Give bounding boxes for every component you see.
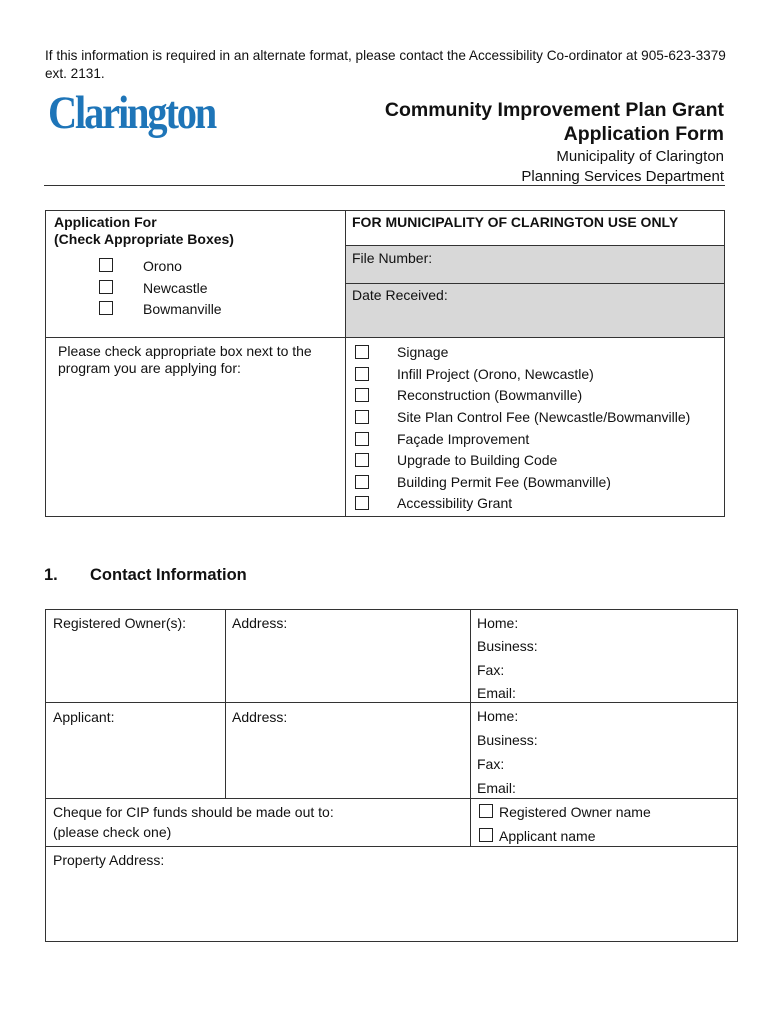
clarington-logo: Clarington — [48, 87, 216, 139]
cheque-payee-cell — [45, 798, 471, 847]
owner-fax-label: Fax: — [477, 662, 505, 678]
applicant-name-label: Applicant name — [499, 828, 596, 844]
application-for-heading-line2: (Check Appropriate Boxes) — [54, 231, 234, 247]
registered-owner-name-checkbox[interactable] — [479, 804, 493, 818]
program-option-accessibility: Accessibility Grant — [397, 495, 513, 511]
application-for-heading-line1: Application For — [54, 214, 157, 230]
program-options-cell — [345, 337, 725, 517]
building-permit-fee-checkbox[interactable] — [355, 475, 369, 489]
applicant-name-checkbox[interactable] — [479, 828, 493, 842]
owner-phone-cell[interactable] — [470, 609, 738, 703]
application-for-cell — [45, 210, 346, 338]
date-received-label: Date Received: — [352, 287, 448, 303]
file-number-field — [345, 245, 725, 284]
applicant-address-label: Address: — [232, 709, 288, 725]
applicant-home-label: Home: — [477, 708, 519, 724]
office-use-heading: FOR MUNICIPALITY OF CLARINGTON USE ONLY — [352, 214, 679, 230]
site-plan-fee-checkbox[interactable] — [355, 410, 369, 424]
applicant-address-field[interactable] — [225, 702, 471, 799]
accessibility-notice: If this information is required in an alternate format, please contact the Accessibility Co-ordinator at 905-623-3379 ext. 2131. — [45, 48, 726, 81]
applicant-email-label: Email: — [477, 780, 516, 796]
owner-home-label: Home: — [477, 615, 519, 631]
owner-email-label: Email: — [477, 685, 516, 701]
office-use-heading-cell — [345, 210, 725, 246]
property-address-field[interactable] — [45, 846, 738, 942]
program-prompt: Please check appropriate box next to the program you are applying for: — [58, 343, 312, 376]
payee-options-cell — [470, 798, 738, 847]
applicant-phone-cell[interactable] — [470, 702, 738, 799]
accessibility-grant-checkbox[interactable] — [355, 496, 369, 510]
program-option-infill: Infill Project (Orono, Newcastle) — [397, 366, 594, 382]
file-number-label: File Number: — [352, 250, 433, 266]
registered-owner-field[interactable] — [45, 609, 226, 703]
infill-project-checkbox[interactable] — [355, 367, 369, 381]
form-title — [385, 98, 724, 146]
section-title: Contact Information — [90, 566, 247, 584]
newcastle-checkbox[interactable] — [99, 280, 113, 294]
bowmanville-label: Bowmanville — [143, 301, 222, 317]
orono-checkbox[interactable] — [99, 258, 113, 272]
application-for-heading — [54, 214, 234, 248]
form-title-line2: Application Form — [563, 123, 724, 145]
form-title-line1: Community Improvement Plan Grant — [384, 99, 724, 121]
bowmanville-checkbox[interactable] — [99, 301, 113, 315]
owner-address-label: Address: — [232, 615, 288, 631]
cheque-instruction-line1: Cheque for CIP funds should be made out to: — [53, 804, 334, 820]
program-option-site-plan: Site Plan Control Fee (Newcastle/Bowmanville) — [397, 409, 691, 425]
program-option-building-code: Upgrade to Building Code — [397, 452, 558, 468]
cheque-instruction-line2: (please check one) — [53, 824, 172, 840]
applicant-business-label: Business: — [477, 732, 538, 748]
subtitle-line2: Planning Services Department — [521, 168, 724, 185]
newcastle-label: Newcastle — [143, 280, 208, 296]
owner-business-label: Business: — [477, 638, 538, 654]
applicant-field[interactable] — [45, 702, 226, 799]
program-option-facade: Façade Improvement — [397, 431, 530, 447]
program-prompt-cell — [45, 337, 346, 517]
owner-address-field[interactable] — [225, 609, 471, 703]
header-divider — [44, 185, 725, 186]
signage-checkbox[interactable] — [355, 345, 369, 359]
orono-label: Orono — [143, 258, 182, 274]
cheque-instruction — [53, 804, 334, 841]
date-received-field — [345, 283, 725, 338]
program-option-reconstruction: Reconstruction (Bowmanville) — [397, 387, 583, 403]
applicant-label: Applicant: — [53, 709, 115, 725]
program-option-building-permit: Building Permit Fee (Bowmanville) — [397, 474, 611, 490]
property-address-label: Property Address: — [53, 852, 165, 868]
facade-improvement-checkbox[interactable] — [355, 432, 369, 446]
registered-owner-name-label: Registered Owner name — [499, 804, 651, 820]
applicant-fax-label: Fax: — [477, 756, 505, 772]
building-code-checkbox[interactable] — [355, 453, 369, 467]
section-number: 1. — [44, 566, 58, 584]
reconstruction-checkbox[interactable] — [355, 388, 369, 402]
program-option-signage: Signage — [397, 344, 449, 360]
subtitle-line1: Municipality of Clarington — [556, 148, 724, 165]
form-subtitle — [521, 147, 724, 187]
registered-owner-label: Registered Owner(s): — [53, 615, 187, 631]
